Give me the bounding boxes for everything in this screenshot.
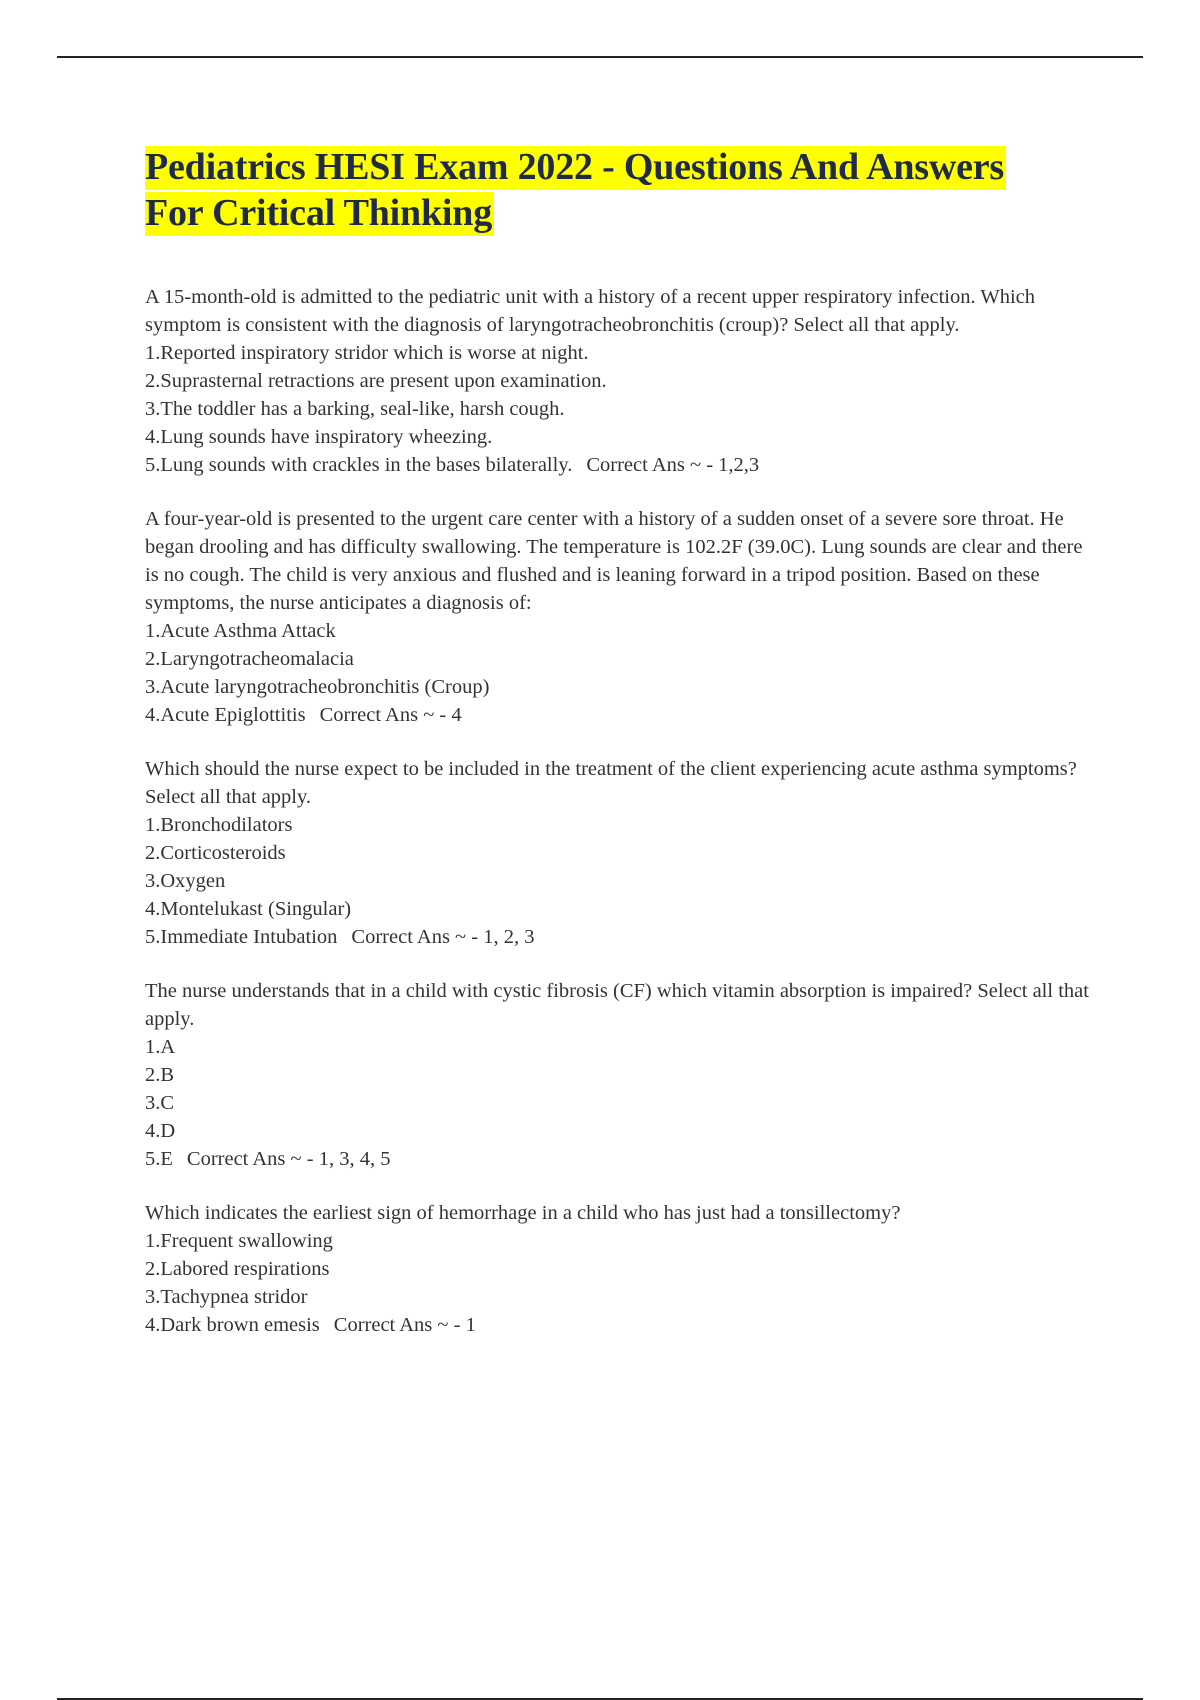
option-last	[145, 1311, 1090, 1339]
option: 1.Acute Asthma Attack	[145, 620, 336, 642]
option: 2.Labored respirations	[145, 1258, 330, 1280]
option: 4.Lung sounds have inspiratory wheezing.	[145, 426, 493, 448]
correct-answer: Correct Ans ~ - 1	[333, 1314, 476, 1336]
correct-answer: Correct Ans ~ - 1, 2, 3	[351, 926, 535, 948]
option: 3.Oxygen	[145, 870, 226, 892]
option-last	[145, 1145, 1090, 1173]
option-list	[145, 617, 1090, 729]
option-list	[145, 339, 1090, 479]
correct-answer: Correct Ans ~ - 4	[319, 704, 462, 726]
option: 1.Bronchodilators	[145, 814, 293, 836]
option: 1.Frequent swallowing	[145, 1230, 333, 1252]
option-last	[145, 923, 1090, 951]
option: 1.Reported inspiratory stridor which is worse at night.	[145, 342, 589, 364]
question-3	[145, 755, 1090, 951]
option-text: 4.Dark brown emesis	[145, 1314, 320, 1336]
title-line-2: For Critical Thinking	[145, 192, 493, 234]
option-list	[145, 811, 1090, 951]
question-stem: Which should the nurse expect to be included in the treatment of the client experiencing acute asthma symptoms? Select all that apply.	[145, 758, 1077, 808]
correct-answer: Correct Ans ~ - 1,2,3	[586, 454, 760, 476]
option-list	[145, 1227, 1090, 1339]
question-2	[145, 505, 1090, 729]
option: 3.Acute laryngotracheobronchitis (Croup)	[145, 676, 490, 698]
question-4	[145, 977, 1090, 1173]
option-text: 5.Immediate Intubation	[145, 926, 338, 948]
question-stem: The nurse understands that in a child with cystic fibrosis (CF) which vitamin absorption is impaired? Select all that apply.	[145, 980, 1089, 1030]
option: 4.D	[145, 1120, 176, 1142]
title-line-1: Pediatrics HESI Exam 2022 - Questions And Answers	[145, 146, 1005, 188]
correct-answer: Correct Ans ~ - 1, 3, 4, 5	[186, 1148, 391, 1170]
question-5	[145, 1199, 1090, 1339]
option: 2.Suprasternal retractions are present upon examination.	[145, 370, 607, 392]
document-title	[145, 144, 1090, 236]
header-divider	[57, 56, 1143, 58]
option-last	[145, 451, 1090, 479]
option-text: 4.Acute Epiglottitis	[145, 704, 306, 726]
option: 3.The toddler has a barking, seal-like, harsh cough.	[145, 398, 565, 420]
question-stem: Which indicates the earliest sign of hemorrhage in a child who has just had a tonsillectomy?	[145, 1202, 901, 1224]
option: 3.C	[145, 1092, 175, 1114]
option-last	[145, 701, 1090, 729]
option-list	[145, 1033, 1090, 1173]
option: 2.Laryngotracheomalacia	[145, 648, 354, 670]
question-stem: A 15-month-old is admitted to the pediatric unit with a history of a recent upper respiratory infection. Which symptom is consistent with the diagnosis of laryngotracheobronchitis (croup)? Select all that apply.	[145, 286, 1035, 336]
question-1	[145, 283, 1090, 479]
option: 1.A	[145, 1036, 176, 1058]
option: 3.Tachypnea stridor	[145, 1286, 308, 1308]
question-stem: A four-year-old is presented to the urgent care center with a history of a sudden onset of a severe sore throat. He began drooling and has difficulty swallowing. The temperature is 102.2F (39.0C). Lung sounds are clear and there is no cough. The child is very anxious and flushed and is leaning forward in a tripod position. Based on these symptoms, the nurse anticipates a diagnosis of:	[145, 508, 1083, 614]
option-text: 5.Lung sounds with crackles in the bases bilaterally.	[145, 454, 573, 476]
option: 2.B	[145, 1064, 175, 1086]
document-body	[145, 144, 1090, 1365]
option: 4.Montelukast (Singular)	[145, 898, 352, 920]
option: 2.Corticosteroids	[145, 842, 286, 864]
option-text: 5.E	[145, 1148, 173, 1170]
